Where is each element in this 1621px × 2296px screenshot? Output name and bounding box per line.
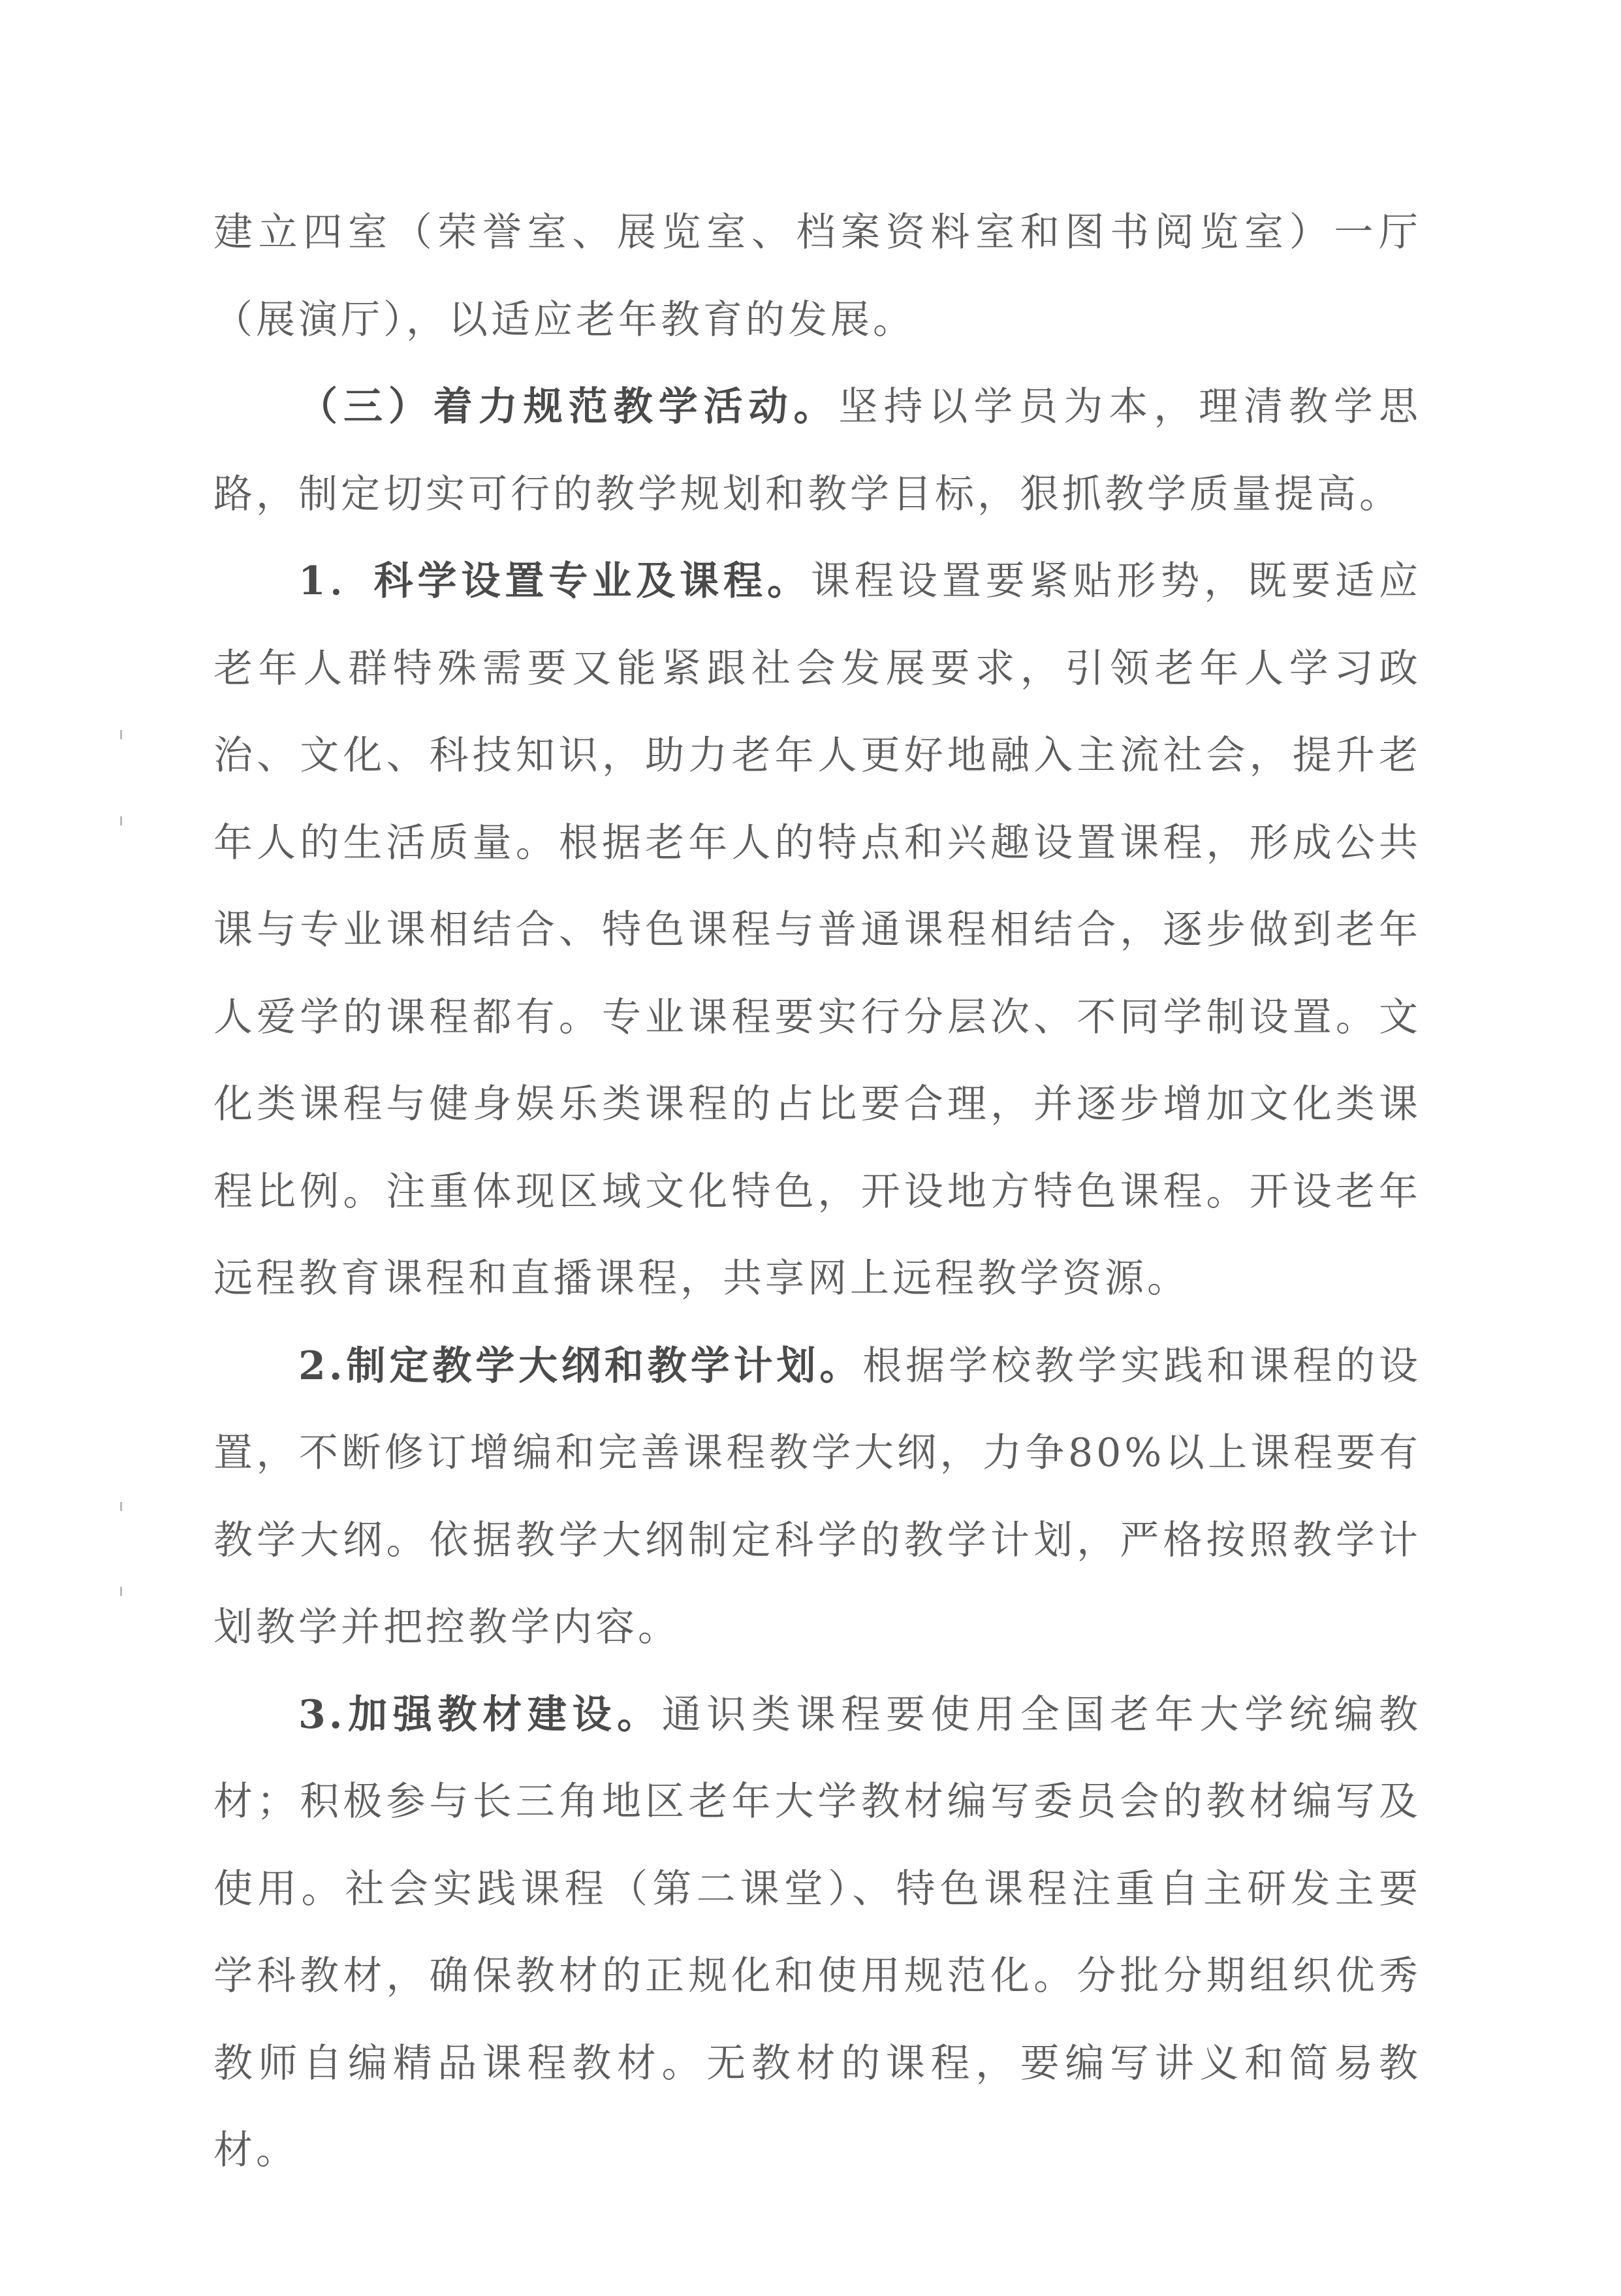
body-text (213, 189, 1421, 2195)
margin-mark (120, 1587, 122, 1596)
margin-mark (120, 816, 122, 825)
margin-mark (120, 730, 122, 739)
paragraph-text: 课程设置要紧贴形势，既要适应老年人群特殊需要又能紧跟社会发展要求，引领老年人学习政治、文化、科技知识，助力老年人更好地融入主流社会，提升老年人的生活质量。根据老年人的特点和兴趣设置课程，形成公共课与专业课相结合、特色课程与普通课程相结合，逐步做到老年人爱学的课程都有。专业课程要实行分层次、不同学制设置。文化类课程与健身娱乐类课程的占比要合理，并逐步增加文化类课程比例。注重体现区域文化特色，开设地方特色课程。开设老年远程教育课程和直播课程，共享网上远程教学资源。 (213, 558, 1422, 1301)
paragraph-text: 建立四室（荣誉室、展览室、档案资料室和图书阅览室）一厅（展演厅），以适应老年教育的发展。 (213, 210, 1421, 343)
paragraph-text: 根据学校教学实践和课程的设置，不断修订增编和完善课程教学大纲，力争80%以上课程要有教学大纲。依据教学大纲制定科学的教学计划，严格按照教学计划教学并把控教学内容。 (213, 1343, 1421, 1650)
subsection-heading: 3.加强教材建设。 (298, 1691, 662, 1738)
margin-mark (120, 1502, 122, 1511)
subsection-heading: 2.制定教学大纲和教学计划。 (298, 1343, 863, 1389)
paragraph (213, 538, 1421, 1323)
paragraph-text: 通识类课程要使用全国老年大学统编教材；积极参与长三角地区老年大学教材编写委员会的教材编写及使用。社会实践课程（第二课堂）、特色课程注重自主研发主要学科教材，确保教材的正规化和使用规范化。分批分期组织优秀教师自编精品课程教材。无教材的课程，要编写讲义和简易教材。 (213, 1691, 1422, 2173)
paragraph (213, 189, 1421, 364)
paragraph (213, 1323, 1421, 1672)
paragraph (213, 1672, 1421, 2195)
subsection-heading: 1．科学设置专业及课程。 (298, 558, 811, 604)
paragraph (213, 364, 1421, 538)
paragraph-text: 坚持以学员为本，理清教学思路，制定切实可行的教学规划和教学目标，狠抓教学质量提高。 (213, 384, 1421, 517)
section-heading: （三）着力规范教学活动。 (298, 384, 839, 430)
